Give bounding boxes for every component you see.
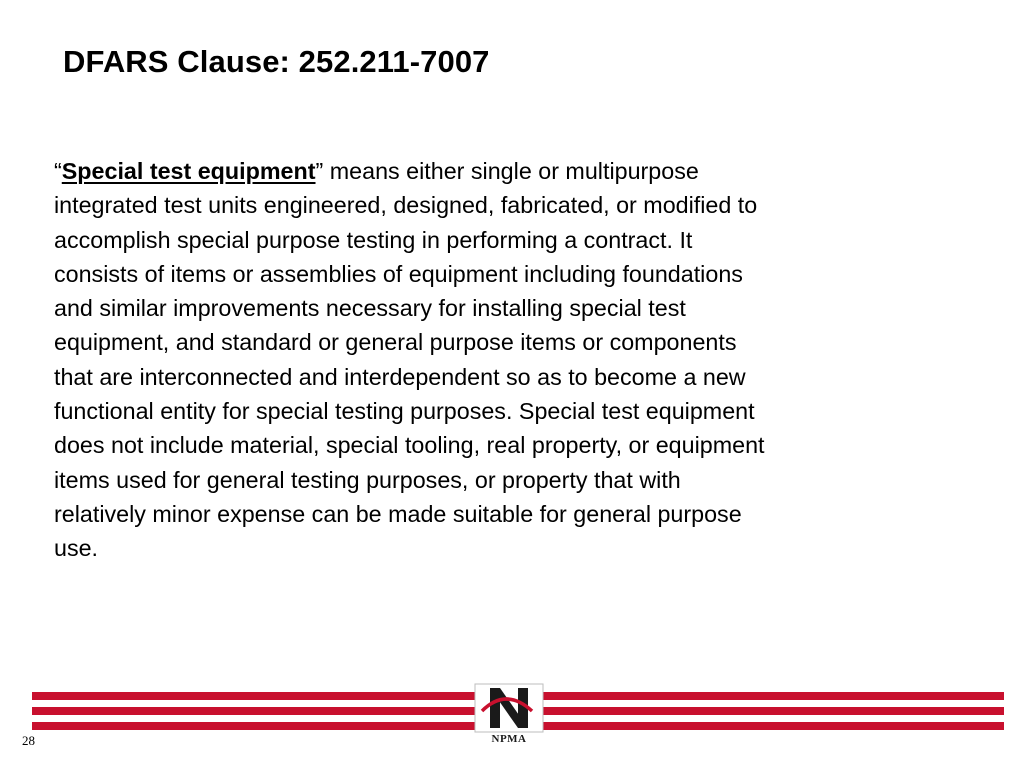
footer-stripe: [32, 692, 476, 700]
footer-stripes-right: [542, 692, 1004, 731]
definition-line: equipment, and standard or general purpose items or components: [54, 329, 737, 356]
definition-first-line-rest: means either single or multipurpose: [323, 158, 699, 184]
definition-line: integrated test units engineered, designed, fabricated, or modified to: [54, 192, 758, 219]
footer-stripe: [542, 722, 1004, 730]
definition-line: relatively minor expense can be made suitable for general purpose: [54, 500, 742, 527]
definition-line: consists of items or assemblies of equipment including foundations: [54, 260, 743, 287]
definition-line: [54, 154, 934, 188]
defined-term: Special test equipment: [61, 158, 316, 184]
definition-line: accomplish special purpose testing in performing a contract. It: [54, 226, 693, 253]
definition-line: and similar improvements necessary for installing special test: [54, 295, 686, 322]
footer-stripe: [542, 707, 1004, 715]
definition-line: functional entity for special testing purposes. Special test equipment: [54, 398, 755, 425]
open-quote: “: [54, 158, 62, 184]
definition-line: use.: [54, 535, 99, 562]
definition-line: does not include material, special tooling, real property, or equipment: [54, 432, 765, 459]
footer-stripe: [32, 707, 476, 715]
logo-text: NPMA: [491, 733, 527, 745]
npma-logo-icon: [472, 681, 546, 735]
footer-stripe: [542, 692, 1004, 700]
slide-title: DFARS Clause: 252.211-7007: [63, 44, 490, 79]
footer-stripes-left: [32, 692, 476, 731]
definition-line: items used for general testing purposes, or property that with: [54, 466, 681, 493]
close-quote: ”: [315, 158, 324, 184]
npma-logo: [472, 681, 546, 753]
footer-stripe: [32, 722, 476, 730]
definition-line: that are interconnected and interdependent so as to become a new: [54, 363, 746, 390]
definition-text: [54, 154, 934, 566]
page-number: 28: [22, 733, 35, 748]
